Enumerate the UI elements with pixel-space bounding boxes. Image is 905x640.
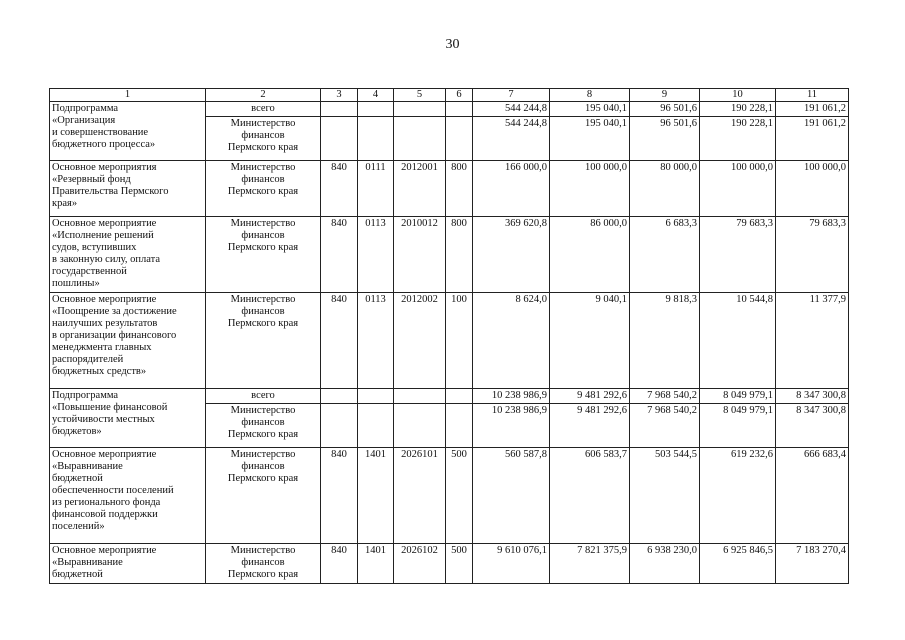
column-header: 10 (700, 89, 776, 102)
org-cell: Министерство финансов Пермского края (206, 117, 321, 161)
org-cell: Министерство финансов Пермского края (206, 544, 321, 584)
code-cell (446, 102, 473, 117)
code-cell: 800 (446, 217, 473, 293)
code-cell (321, 389, 358, 404)
org-cell: Министерство финансов Пермского края (206, 161, 321, 217)
code-cell: 1401 (358, 544, 394, 584)
code-cell: 800 (446, 161, 473, 217)
code-cell (394, 117, 446, 161)
code-cell: 840 (321, 544, 358, 584)
row-name-cell: Основное мероприятие «Поощрение за достижение наилучших результатов в организации финансового менеджмента главных распорядителей бюджетных средств» (50, 293, 206, 389)
value-cell: 100 000,0 (776, 161, 849, 217)
column-header: 8 (550, 89, 630, 102)
code-cell (358, 117, 394, 161)
code-cell: 1401 (358, 448, 394, 544)
code-cell (394, 404, 446, 448)
code-cell: 500 (446, 448, 473, 544)
value-cell: 8 347 300,8 (776, 389, 849, 404)
value-cell: 8 347 300,8 (776, 404, 849, 448)
page-number: 30 (445, 37, 460, 52)
value-cell: 8 624,0 (473, 293, 550, 389)
column-header: 5 (394, 89, 446, 102)
row-name-cell: Подпрограмма «Повышение финансовой устойчивости местных бюджетов» (50, 389, 206, 448)
value-cell: 195 040,1 (550, 117, 630, 161)
value-cell: 9 040,1 (550, 293, 630, 389)
table-row (50, 217, 849, 293)
value-cell: 191 061,2 (776, 117, 849, 161)
table-row (50, 293, 849, 389)
value-cell: 6 938 230,0 (630, 544, 700, 584)
value-cell: 369 620,8 (473, 217, 550, 293)
value-cell: 9 481 292,6 (550, 404, 630, 448)
column-header: 11 (776, 89, 849, 102)
value-cell: 9 610 076,1 (473, 544, 550, 584)
row-name-cell: Основное мероприятия «Резервный фонд Правительства Пермского края» (50, 161, 206, 217)
value-cell: 100 000,0 (550, 161, 630, 217)
row-name-cell: Основное мероприятие «Выравнивание бюджетной обеспеченности поселений из регионального фонда финансовой поддержки поселений» (50, 448, 206, 544)
code-cell: 2026101 (394, 448, 446, 544)
row-name-cell: Основное мероприятие «Выравнивание бюджетной (50, 544, 206, 584)
code-cell (321, 404, 358, 448)
code-cell: 2012001 (394, 161, 446, 217)
value-cell: 6 683,3 (630, 217, 700, 293)
value-cell: 10 544,8 (700, 293, 776, 389)
value-cell: 190 228,1 (700, 117, 776, 161)
table-row (50, 161, 849, 217)
value-cell: 96 501,6 (630, 117, 700, 161)
code-cell (446, 117, 473, 161)
value-cell: 79 683,3 (700, 217, 776, 293)
value-cell: 7 968 540,2 (630, 404, 700, 448)
value-cell: 544 244,8 (473, 102, 550, 117)
table-row (50, 544, 849, 584)
org-cell: Министерство финансов Пермского края (206, 217, 321, 293)
code-cell: 100 (446, 293, 473, 389)
value-cell: 10 238 986,9 (473, 389, 550, 404)
column-header: 1 (50, 89, 206, 102)
table-row (50, 389, 849, 404)
code-cell (358, 102, 394, 117)
value-cell: 7 183 270,4 (776, 544, 849, 584)
org-cell: Министерство финансов Пермского края (206, 448, 321, 544)
value-cell: 96 501,6 (630, 102, 700, 117)
value-cell: 666 683,4 (776, 448, 849, 544)
code-cell (394, 102, 446, 117)
code-cell: 2026102 (394, 544, 446, 584)
org-cell: всего (206, 389, 321, 404)
code-cell: 2010012 (394, 217, 446, 293)
value-cell: 10 238 986,9 (473, 404, 550, 448)
code-cell (394, 389, 446, 404)
code-cell: 0113 (358, 217, 394, 293)
column-header: 3 (321, 89, 358, 102)
value-cell: 619 232,6 (700, 448, 776, 544)
code-cell: 840 (321, 448, 358, 544)
value-cell: 195 040,1 (550, 102, 630, 117)
value-cell: 560 587,8 (473, 448, 550, 544)
value-cell: 86 000,0 (550, 217, 630, 293)
value-cell: 7 821 375,9 (550, 544, 630, 584)
code-cell (358, 389, 394, 404)
value-cell: 191 061,2 (776, 102, 849, 117)
code-cell (446, 389, 473, 404)
code-cell: 0113 (358, 293, 394, 389)
table-row (50, 102, 849, 117)
value-cell: 79 683,3 (776, 217, 849, 293)
row-name-cell: Основное мероприятие «Исполнение решений судов, вступивших в законную силу, оплата государственной пошлины» (50, 217, 206, 293)
value-cell: 9 818,3 (630, 293, 700, 389)
header-row (50, 89, 849, 102)
column-header: 2 (206, 89, 321, 102)
code-cell (321, 117, 358, 161)
org-cell: всего (206, 102, 321, 117)
code-cell: 840 (321, 161, 358, 217)
value-cell: 7 968 540,2 (630, 389, 700, 404)
row-name-cell: Подпрограмма «Организация и совершенствование бюджетного процесса» (50, 102, 206, 161)
budget-table (49, 88, 849, 584)
code-cell (446, 404, 473, 448)
code-cell: 2012002 (394, 293, 446, 389)
code-cell: 0111 (358, 161, 394, 217)
value-cell: 80 000,0 (630, 161, 700, 217)
column-header: 4 (358, 89, 394, 102)
value-cell: 100 000,0 (700, 161, 776, 217)
column-header: 7 (473, 89, 550, 102)
org-cell: Министерство финансов Пермского края (206, 293, 321, 389)
value-cell: 8 049 979,1 (700, 404, 776, 448)
table-row (50, 448, 849, 544)
value-cell: 9 481 292,6 (550, 389, 630, 404)
code-cell (321, 102, 358, 117)
value-cell: 11 377,9 (776, 293, 849, 389)
column-header: 9 (630, 89, 700, 102)
org-cell: Министерство финансов Пермского края (206, 404, 321, 448)
value-cell: 544 244,8 (473, 117, 550, 161)
value-cell: 166 000,0 (473, 161, 550, 217)
value-cell: 8 049 979,1 (700, 389, 776, 404)
code-cell: 840 (321, 217, 358, 293)
code-cell: 840 (321, 293, 358, 389)
value-cell: 503 544,5 (630, 448, 700, 544)
code-cell (358, 404, 394, 448)
code-cell: 500 (446, 544, 473, 584)
value-cell: 190 228,1 (700, 102, 776, 117)
value-cell: 6 925 846,5 (700, 544, 776, 584)
value-cell: 606 583,7 (550, 448, 630, 544)
column-header: 6 (446, 89, 473, 102)
